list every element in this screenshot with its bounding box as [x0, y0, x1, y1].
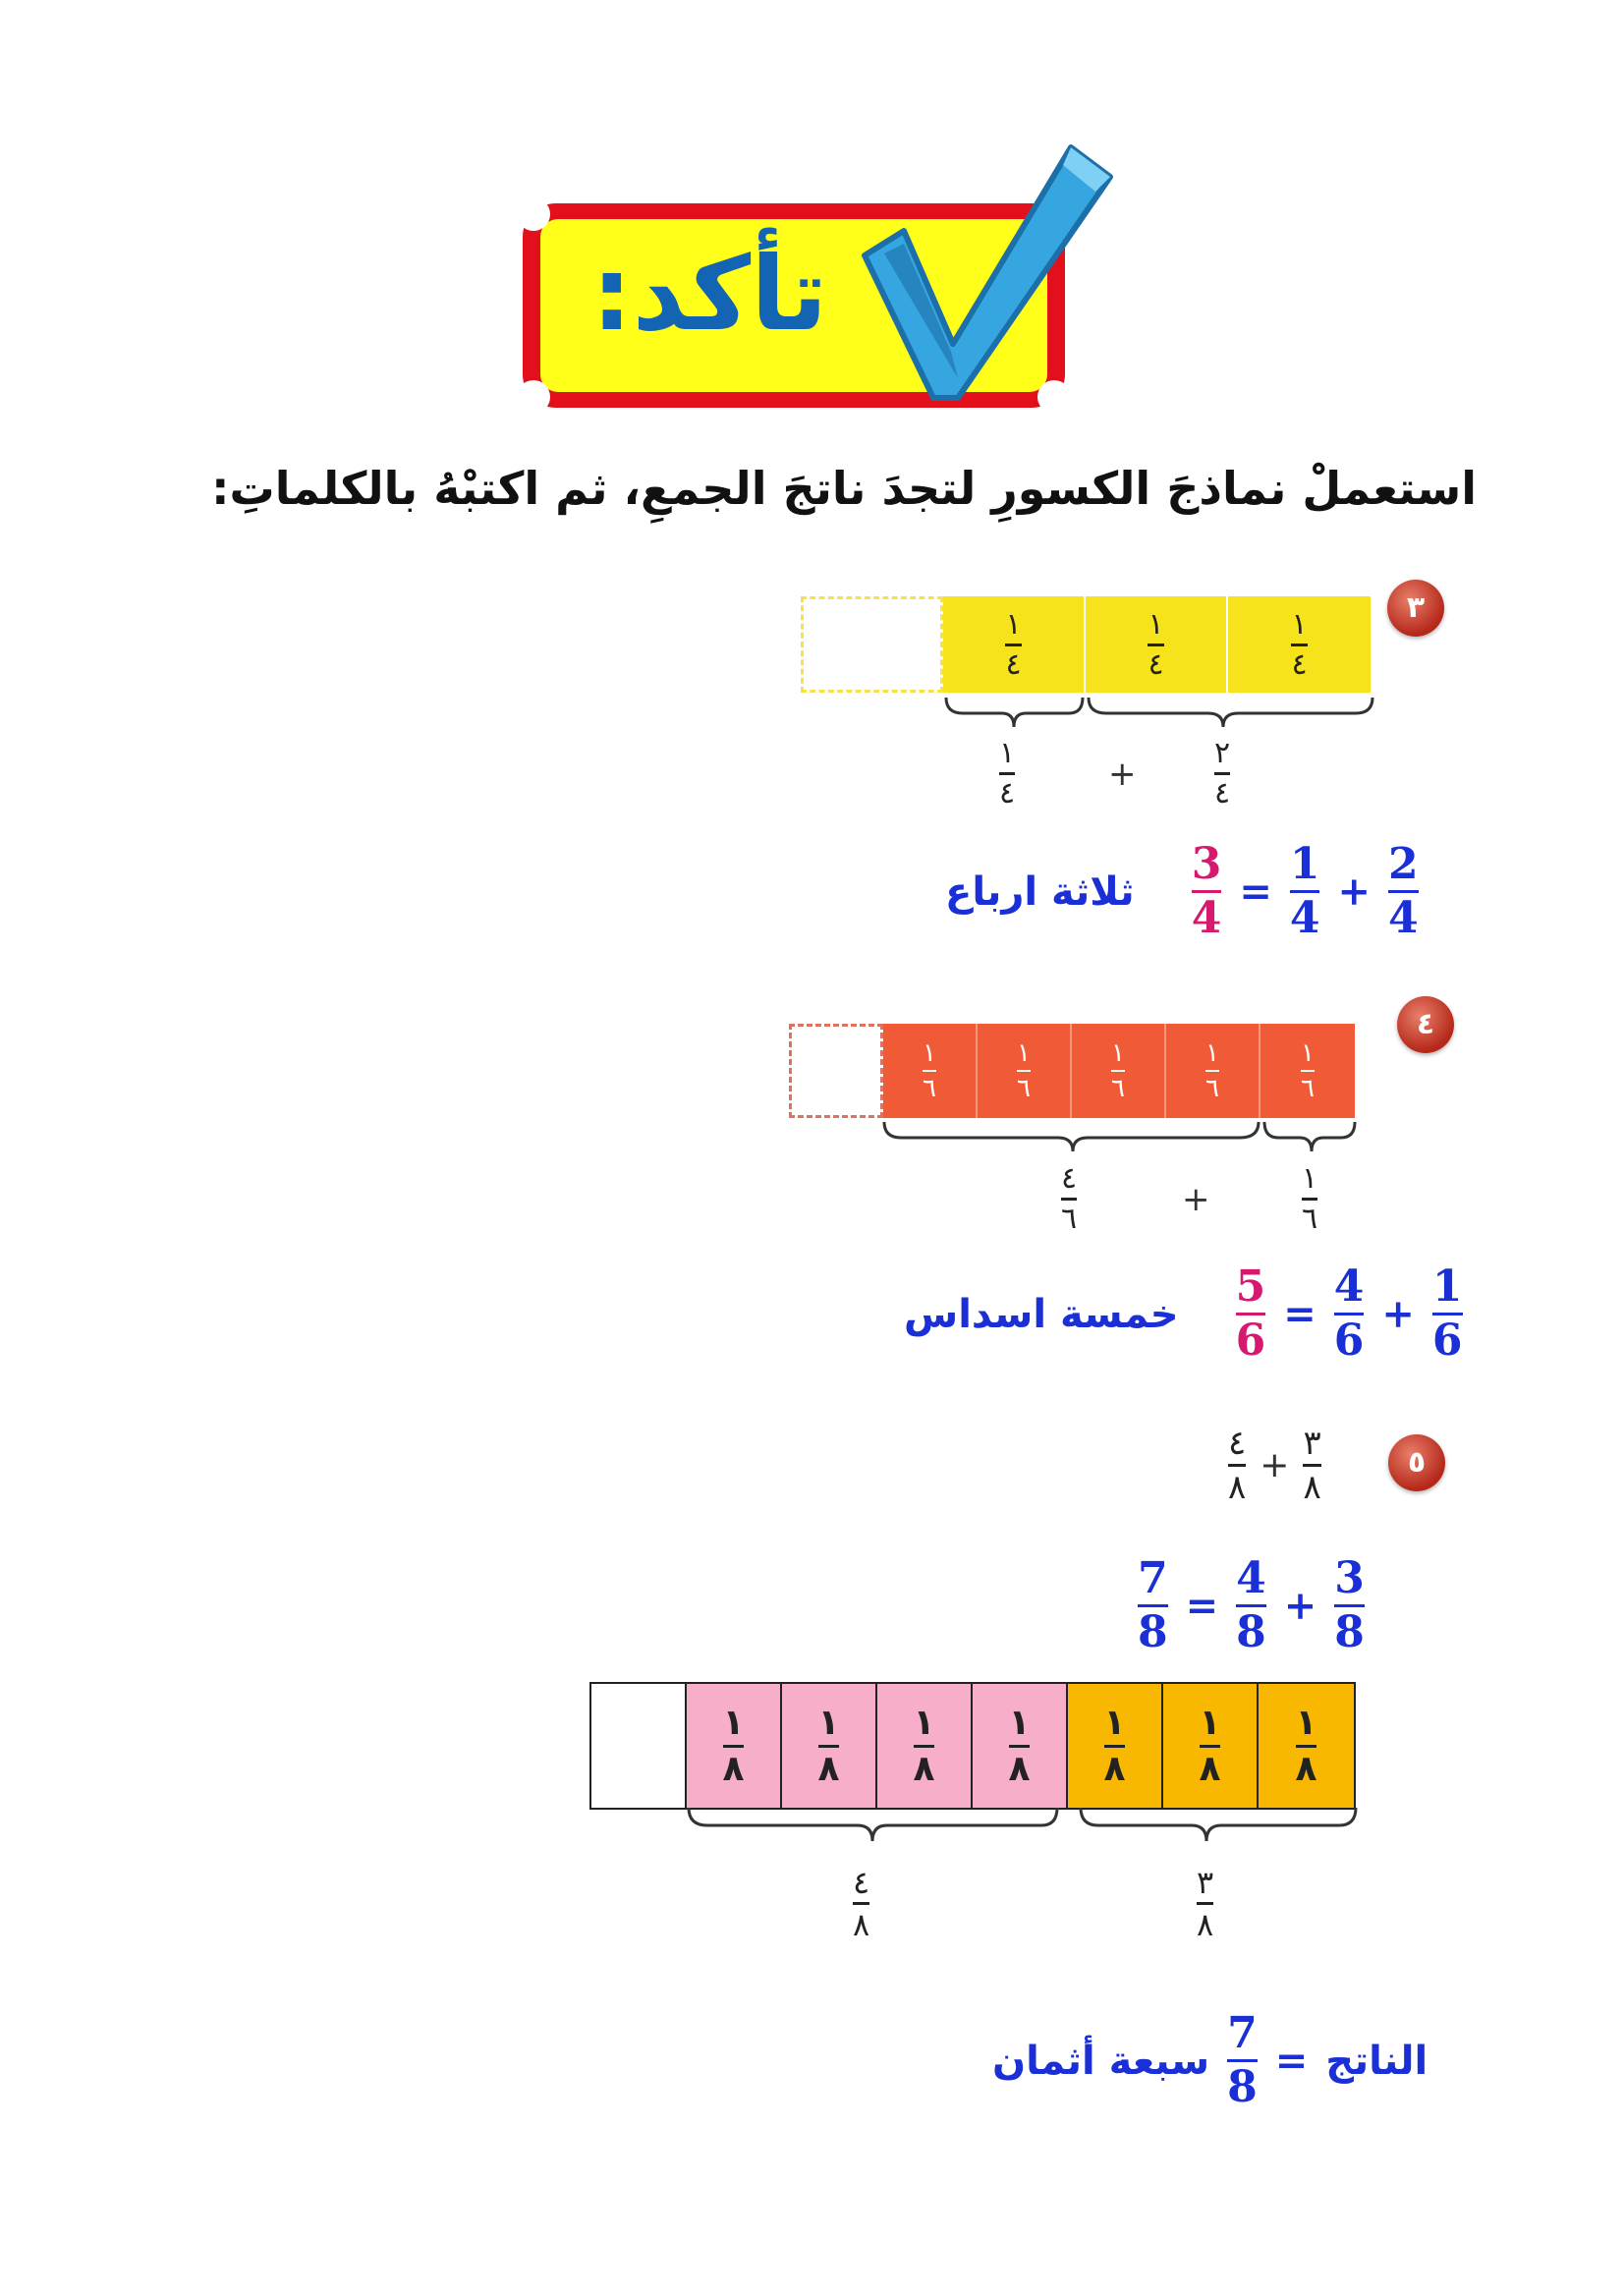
equals-sign: =	[1283, 1291, 1316, 1337]
denominator: ٨	[1197, 1906, 1214, 1943]
strip-cell-eighth-pink	[973, 1684, 1068, 1808]
numerator: 1	[1431, 1261, 1463, 1312]
strip-empty-cell	[591, 1684, 687, 1808]
brace-fraction-right	[1302, 1161, 1318, 1236]
numerator: ٤	[853, 1864, 870, 1901]
cell-denominator: ٨	[1103, 1748, 1126, 1789]
cell-numerator: ١	[1111, 1038, 1125, 1068]
denominator: 6	[1235, 1315, 1266, 1366]
answer-words: سبعة أثمان	[992, 2038, 1210, 2084]
cell-denominator: ٦	[1205, 1074, 1219, 1103]
brace-fraction-right	[1214, 736, 1231, 811]
numerator: ٤	[1228, 1424, 1247, 1463]
cell-denominator: ٦	[1301, 1074, 1315, 1103]
cell-denominator: ٨	[722, 1748, 745, 1789]
strip-empty-cell	[789, 1024, 883, 1118]
question-number-3: ٣	[1387, 580, 1444, 637]
denominator: ٤	[1214, 776, 1231, 811]
result-fraction	[1138, 1553, 1168, 1657]
brace-fraction-left	[999, 736, 1016, 811]
strip-cell-sixth	[1166, 1024, 1260, 1118]
strip-cell-sixth	[978, 1024, 1072, 1118]
answer-q4	[904, 1261, 1463, 1366]
cell-denominator: ٦	[1111, 1074, 1125, 1103]
denominator: ٨	[853, 1906, 870, 1943]
result-fraction	[1235, 1261, 1266, 1366]
numerator: 4	[1333, 1261, 1365, 1312]
strip-cell-quarter	[1086, 596, 1228, 693]
cell-numerator: ١	[1148, 606, 1164, 642]
strip-cell-quarter	[1228, 596, 1371, 693]
cell-denominator: ٤	[1005, 646, 1022, 682]
numerator: 7	[1227, 2008, 1258, 2058]
header-title: تأكد:	[591, 234, 828, 354]
denominator: 6	[1333, 1315, 1365, 1366]
strip-cell-sixth	[883, 1024, 978, 1118]
strip-cell-eighth-pink	[687, 1684, 782, 1808]
strip-cell-sixth	[1072, 1024, 1166, 1118]
denominator: 4	[1191, 893, 1222, 943]
fraction-strip-q5	[589, 1682, 1356, 1810]
cell-numerator: ١	[1301, 1038, 1315, 1068]
numerator: 3	[1334, 1553, 1365, 1603]
numerator: ٤	[1061, 1161, 1078, 1196]
equation-q5	[1138, 1553, 1365, 1657]
plus-sign: +	[1283, 1583, 1317, 1629]
fraction-strip-q3	[801, 596, 1371, 693]
addend-fraction	[1289, 839, 1320, 943]
answer-words: خمسة اسداس	[904, 1291, 1179, 1337]
denominator: ٦	[1302, 1202, 1318, 1236]
brace-q5	[686, 1806, 1364, 1855]
problem-fraction	[1228, 1424, 1247, 1507]
strip-cell-quarter	[943, 596, 1086, 693]
answer-q5	[992, 2008, 1428, 2112]
equals-sign: =	[1185, 1583, 1219, 1629]
numerator: ٣	[1197, 1864, 1214, 1901]
strip-cell-eighth-pink	[782, 1684, 877, 1808]
numerator: 4	[1236, 1553, 1266, 1603]
addend-fraction	[1334, 1553, 1365, 1657]
answer-words: ثلاثة ارباع	[945, 868, 1135, 915]
cell-numerator: ١	[722, 1702, 745, 1743]
strip-cell-eighth-pink	[877, 1684, 973, 1808]
cell-denominator: ٦	[1017, 1074, 1031, 1103]
numerator: 3	[1191, 839, 1222, 889]
numerator: ١	[999, 736, 1016, 770]
result-fraction	[1227, 2008, 1258, 2112]
badge-corner	[517, 197, 550, 231]
plus-sign: +	[1108, 755, 1137, 794]
question-number-4: ٤	[1397, 996, 1454, 1053]
cell-numerator: ١	[1103, 1702, 1126, 1743]
denominator: 8	[1236, 1607, 1266, 1657]
addend-fraction	[1333, 1261, 1365, 1366]
equals-sign: =	[1239, 868, 1272, 915]
fraction-strip-q4	[789, 1024, 1355, 1118]
denominator: ٨	[1303, 1468, 1321, 1507]
cell-numerator: ١	[1005, 606, 1022, 642]
denominator: 8	[1227, 2062, 1258, 2112]
addend-fraction	[1236, 1553, 1266, 1657]
cell-denominator: ٨	[1199, 1748, 1221, 1789]
denominator: ٨	[1228, 1468, 1247, 1507]
cell-denominator: ٨	[1295, 1748, 1317, 1789]
strip-cell-eighth-gold	[1163, 1684, 1259, 1808]
plus-sign: +	[1182, 1180, 1210, 1219]
numerator: 5	[1235, 1261, 1266, 1312]
instruction-text: استعملْ نماذجَ الكسورِ لتجدَ ناتجَ الجمعِ، ثم اكتبْهُ بالكلماتِ:	[211, 462, 1477, 515]
brace-q4	[881, 1120, 1363, 1163]
badge-corner	[517, 380, 550, 414]
cell-numerator: ١	[1008, 1702, 1031, 1743]
problem-q5	[1228, 1424, 1321, 1507]
answer-q3	[945, 839, 1419, 943]
addend-fraction	[1387, 839, 1419, 943]
numerator: ٢	[1214, 736, 1231, 770]
cell-denominator: ٤	[1291, 646, 1308, 682]
checkmark-icon	[845, 138, 1120, 413]
numerator: ١	[1302, 1161, 1318, 1196]
addend-fraction	[1431, 1261, 1463, 1366]
denominator: ٦	[1061, 1202, 1078, 1236]
plus-sign: +	[1337, 868, 1371, 915]
strip-cell-eighth-gold	[1259, 1684, 1354, 1808]
cell-numerator: ١	[1017, 1038, 1031, 1068]
cell-denominator: ٦	[923, 1074, 936, 1103]
denominator: 8	[1334, 1607, 1365, 1657]
brace-fraction-left	[853, 1864, 870, 1943]
cell-numerator: ١	[1199, 1702, 1221, 1743]
cell-numerator: ١	[1205, 1038, 1219, 1068]
equals-sign: =	[1274, 2038, 1309, 2084]
strip-empty-cell	[801, 596, 943, 693]
denominator: 4	[1387, 893, 1419, 943]
plus-sign: +	[1381, 1291, 1415, 1337]
denominator: 4	[1289, 893, 1320, 943]
question-number-5: ٥	[1388, 1434, 1445, 1491]
cell-numerator: ١	[817, 1702, 840, 1743]
cell-denominator: ٤	[1148, 646, 1164, 682]
brace-q3	[943, 696, 1375, 739]
cell-numerator: ١	[1291, 606, 1308, 642]
cell-numerator: ١	[1295, 1702, 1317, 1743]
problem-fraction	[1303, 1424, 1321, 1507]
brace-fraction-right	[1197, 1864, 1214, 1943]
denominator: 6	[1431, 1315, 1463, 1366]
result-label: الناتج	[1325, 2038, 1428, 2084]
result-fraction	[1191, 839, 1222, 943]
strip-cell-sixth	[1260, 1024, 1355, 1118]
denominator: 8	[1138, 1607, 1168, 1657]
numerator: 2	[1387, 839, 1419, 889]
brace-fraction-left	[1061, 1161, 1078, 1236]
plus-sign: +	[1260, 1445, 1290, 1485]
cell-denominator: ٨	[1008, 1748, 1031, 1789]
numerator: 7	[1138, 1553, 1168, 1603]
cell-denominator: ٨	[817, 1748, 840, 1789]
cell-numerator: ١	[913, 1702, 935, 1743]
numerator: 1	[1289, 839, 1320, 889]
denominator: ٤	[999, 776, 1016, 811]
numerator: ٣	[1303, 1424, 1321, 1463]
cell-denominator: ٨	[913, 1748, 935, 1789]
strip-cell-eighth-gold	[1068, 1684, 1163, 1808]
cell-numerator: ١	[923, 1038, 936, 1068]
